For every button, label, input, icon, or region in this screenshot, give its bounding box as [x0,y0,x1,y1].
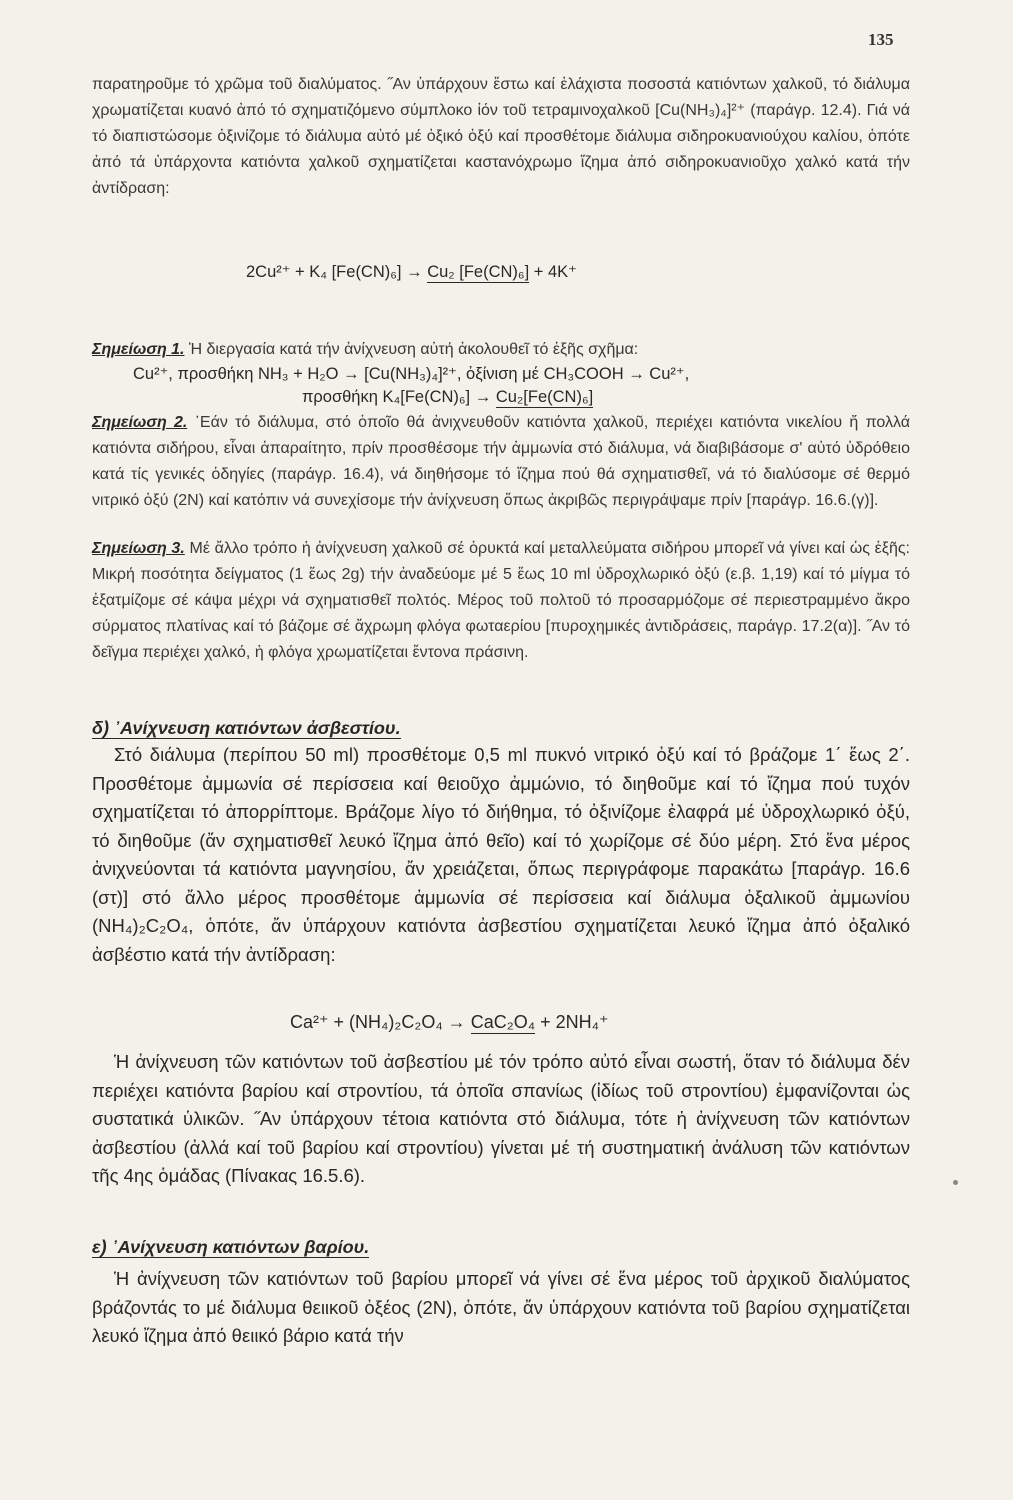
equation-2-left: Ca²⁺ + (NH₄)₂C₂O₄ → [290,1012,466,1032]
page-number: 135 [868,30,894,49]
note-1-text: Ἡ διεργασία κατά τήν ἀνίχνευση αὐτή ἀκολουθεῖ τό ἑξῆς σχῆμα: [188,341,639,358]
note-1 [92,337,910,363]
note-2 [92,410,910,514]
equation-2 [290,1012,608,1033]
equation-1 [246,262,577,282]
section-d-heading [92,718,401,739]
section-e-paragraph: Ἡ ἀνίχνευση τῶν κατιόντων τοῦ βαρίου μπορεῖ νά γίνει σέ ἕνα μέρος τοῦ ἀρχικοῦ διαλύματος βράζοντάς το μέ διάλυμα θειικοῦ ὀξέος (2N), ὁπότε, ἄν ὑπάρχουν κατιόντα τοῦ βαρίου σχηματίζεται λευκό ἴζημα ἀπό θειικό βάριο κατά τήν [92,1268,910,1346]
equation-2-product: CaC₂O₄ [470,1012,536,1032]
note-1-scheme-line-1: Cu²⁺, προσθήκη NH₃ + H₂O → [Cu(NH₃)₄]²⁺, ὀξίνιση μέ CH₃COOH → Cu²⁺, [133,365,690,383]
note-3-text: Μέ ἄλλο τρόπο ἡ ἀνίχνευση χαλκοῦ σέ ὀρυκτά καί μεταλλεύματα σιδήρου μπορεῖ νά γίνει καί ὡς ἑξῆς: Μικρή ποσότητα δείγματος (1 ἕως 2g) τήν ἀναδεύομε μέ 5 ἕως 10 ml ὑδροχλωρικό ὀξύ (ε.β. 1,19) καί τό μίγμα τό ἐξατμίζομε σέ κάψα μέχρι νά σχηματισθεῖ πολτός. Μέρος τοῦ πολτοῦ τό προσαρμόζομε σέ περιεστραμμένο ἄκρο σύρματος πλατίνας καί τό βάζομε σέ ἄχρωμη φλόγα φωταερίου [πυροχημικές ἀντιδράσεις, παράγρ. 17.2(α)]. ˝Αν τό δεῖγμα περιέχει χαλκό, ἡ φλόγα χρωματίζεται ἔντονα πράσινη. [92,540,911,661]
equation-1-right: + 4K⁺ [533,263,577,281]
note-1-scheme-prefix: προσθήκη K₄[Fe(CN)₆] → [302,388,492,406]
scan-speck [953,1180,958,1185]
section-d-heading-text: δ) ᾿Ανίχνευση κατιόντων ἀσβεστίου. [92,718,401,738]
section-d-paragraph: Στό διάλυμα (περίπου 50 ml) προσθέτομε 0,5 ml πυκνό νιτρικό ὀξύ καί τό βράζομε 1΄ ἕως 2΄. Προσθέτομε ἀμμωνία σέ περίσσεια καί θειοῦχο ἀμμώνιο, τό διηθοῦμε καί τό ἴζημα πού τυχόν σχηματίζεται τό ἀπορρίπτομε. Βράζομε λίγο τό διήθημα, τό ὀξινίζομε ἐλαφρά μέ ὑδροχλωρικό ὀξύ, τό διηθοῦμε (ἄν σχηματισθεῖ λευκό ἴζημα ἀπό θεῖο) καί τό χωρίζομε σέ δύο μέρη. Στό ἕνα μέρος ἀνιχνεύονται τά κατιόντα μαγνησίου, ἄν χρειάζεται, ὅπως περιγράφομε παρακάτω [παράγρ. 16.6 (στ)] στό ἄλλο μέρος προσθέτομε ἀμμωνία σέ περίσσεια καί διάλυμα ὀξαλικοῦ ἀμμωνίου (NH₄)₂C₂O₄, ὁπότε, ἄν ὑπάρχουν κατιόντα ἀσβεστίου σχηματίζεται λευκό ἴζημα ἀπό ὀξαλικό ἀσβέστιο κατά τήν ἀντίδραση: [92,744,910,965]
note-1-scheme-product: Cu₂[Fe(CN)₆] [495,388,594,406]
equation-2-right: + 2NH₄⁺ [540,1012,609,1032]
section-d-closing: Ἡ ἀνίχνευση τῶν κατιόντων τοῦ ἀσβεστίου μέ τόν τρόπο αὐτό εἶναι σωστή, ὅταν τό διάλυμα δέν περιέχει κατιόντα βαρίου καί στροντίου, τά ὁποῖα σπανίως (ἰδίως τοῦ στροντίου) ἐμφανίζονται ὡς συστατικά ὑλικῶν. ˝Αν ὑπάρχουν τέτοια κατιόντα στό διάλυμα, τότε ἡ ἀνίχνευση τῶν κατιόντων ἀσβεστίου (ἀλλά καί τοῦ βαρίου καί στροντίου) γίνεται μέ τή συστηματική ἀνάλυση τῶν κατιόντων τῆς 4ης ὁμάδας (Πίνακας 16.5.6). [92,1051,910,1186]
note-3-label: Σημείωση 3. [92,540,185,557]
note-3 [92,536,910,666]
section-e-heading-text: ε) ᾿Ανίχνευση κατιόντων βαρίου. [92,1237,370,1257]
intro-paragraph: παρατηροῦμε τό χρῶμα τοῦ διαλύματος. ˝Αν ὑπάρχουν ἔστω καί ἐλάχιστα ποσοστά κατιόντων χαλκοῦ, τό διάλυμα χρωματίζεται κυανό ἀπό τό σχηματιζόμενο σύμπλοκο ἰόν τοῦ τετραμινοχαλκοῦ [Cu(NH₃)₄]²⁺ (παράγρ. 12.4). Γιά νά τό διαπιστώσομε ὀξινίζομε τό διάλυμα αὐτό μέ ὀξικό ὀξύ καί προσθέτομε διάλυμα σιδηροκυανιούχου καλίου, ὁπότε ἀπό τά ὑπάρχοντα κατιόντα χαλκοῦ σχηματίζεται καστανόχρωμο ἴζημα ἀπό σιδηροκυανιοῦχο χαλκό κατά τήν ἀντίδραση: [92,76,910,197]
note-1-scheme-line-2 [302,388,593,407]
note-1-label: Σημείωση 1. [92,341,185,358]
note-2-text: ᾿Εάν τό διάλυμα, στό ὁποῖο θά ἀνιχνευθοῦν κατιόντα χαλκοῦ, περιέχει κατιόντα νικελίου ἤ πολλά κατιόντα σιδήρου, εἶναι ἀπαραίτητο, πρίν προσθέσομε τήν ἀμμωνία στό διάλυμα, νά διαβιβάσομε σ' αὐτό ὑδρόθειο κατά τίς γενικές ὁδηγίες (παράγρ. 16.4), νά διηθήσομε τό ἴζημα πού θά σχηματισθεῖ, νά τό διαλύσομε σέ θερμό νιτρικό ὀξύ (2N) καί κατόπιν νά συνεχίσομε τήν ἀνίχνευση ὅπως ἀκριβῶς περιγράψαμε πρίν [παράγρ. 16.6.(γ)]. [92,414,910,509]
equation-1-product: Cu₂ [Fe(CN)₆] [427,263,530,281]
section-e-heading [92,1237,369,1258]
note-2-label: Σημείωση 2. [92,414,188,431]
equation-1-left: 2Cu²⁺ + K₄ [Fe(CN)₆] → [246,263,423,281]
